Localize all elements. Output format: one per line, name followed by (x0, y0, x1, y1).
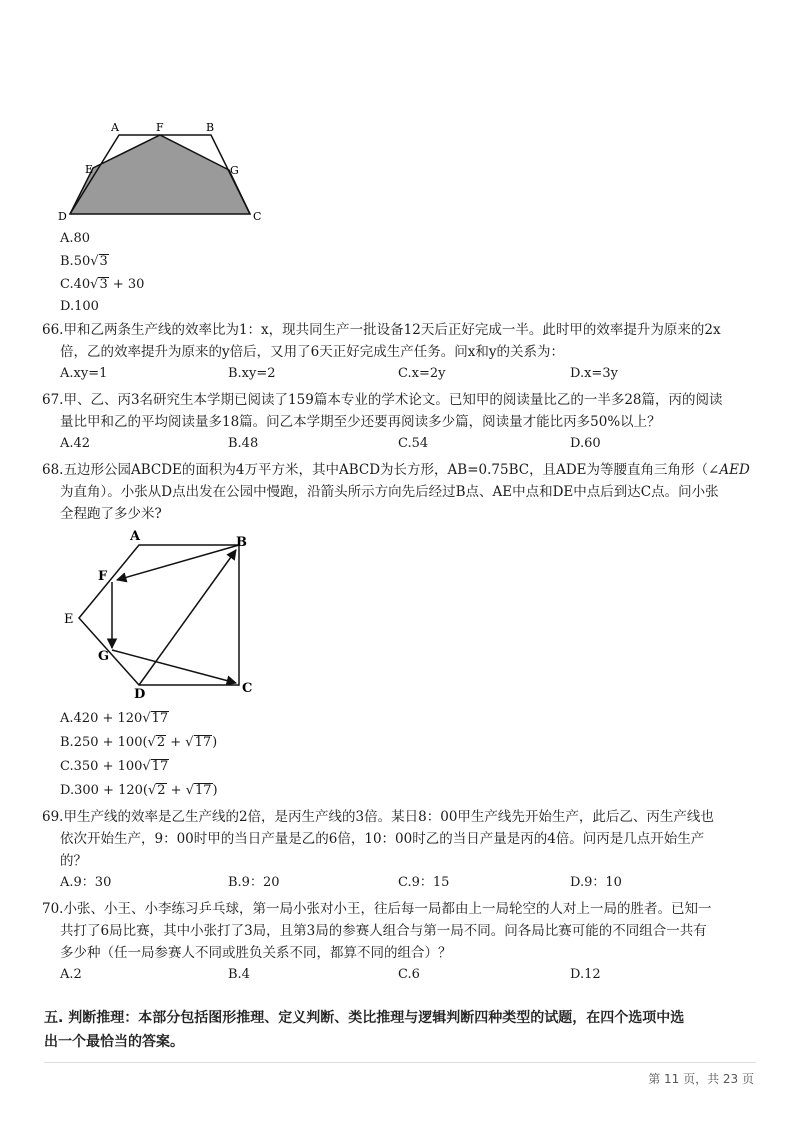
option-letter: B. (60, 254, 74, 269)
radicand: 3 (99, 277, 108, 292)
page-number: 第 11 页，共 23 页 (648, 1072, 754, 1086)
math-tail: + 30 (112, 277, 145, 292)
radicand: 17 (151, 711, 169, 726)
q68-option-d: D.300 + 120(√2 + √17) (60, 783, 218, 798)
math-coef: 40 (73, 277, 91, 292)
trapezoid-figure (55, 118, 275, 228)
q68-line-2: 为直角）。小张从D点出发在公园中慢跑，沿箭头所示方向先后经过B点、AE中点和DE中点后到达C点。问小张 (60, 484, 719, 500)
q66-option-a: A.xy=1 (60, 366, 108, 381)
q65-option-a: A.80 (60, 231, 91, 246)
option-letter: A. (60, 711, 74, 726)
radicand: 3 (99, 254, 108, 269)
q67-option-d: D.60 (570, 436, 601, 451)
option-letter: B. (60, 735, 74, 750)
q70-option-c: C.6 (398, 967, 420, 982)
q70-line-1: 70.小张、小王、小李练习乒乓球，第一局小张对小王，往后每一局都由上一局轮空的人对上一局的胜者。已知一 (42, 901, 712, 917)
math-coef: 50 (73, 254, 91, 269)
label-A: A (111, 121, 119, 134)
label-E: E (64, 612, 74, 627)
q70-option-a: A.2 (60, 967, 82, 982)
q68-line-1 (42, 459, 750, 481)
q68-option-c: C.350 + 100√17 (60, 759, 169, 774)
radicand: 17 (151, 759, 169, 774)
pentagon-figure (60, 528, 260, 700)
math-plus: + (166, 783, 186, 798)
q70-option-b: B.4 (228, 967, 250, 982)
angle-aed: ∠AED (708, 462, 750, 478)
q70-option-d: D.12 (570, 967, 601, 982)
q68-option-a: A.420 + 120√17 (60, 711, 169, 726)
q65-option-b: B.50√3 (60, 254, 108, 269)
label-B: B (206, 121, 215, 134)
footer-divider (44, 1062, 756, 1063)
label-C: C (253, 210, 262, 223)
label-C: C (242, 681, 253, 696)
q65-option-d: D.100 (60, 299, 99, 314)
q69-line-2: 依次开始生产，9：00时甲的当日产量是乙的6倍，10：00时乙的当日产量是丙的4倍。问丙是几点开始生产 (60, 831, 705, 847)
q66-line-1: 66.甲和乙两条生产线的效率比为1：x，现共同生产一批设备12天后正好完成一半。此时甲的效率提升为原来的2x (42, 322, 721, 338)
math-plus: + (166, 735, 186, 750)
q68-text: 68.五边形公园ABCDE的面积为4万平方米，其中ABCD为长方形，AB=0.75BC，且ADE为等腰直角三角形（ (42, 462, 709, 478)
q66-option-c: C.x=2y (398, 366, 446, 381)
q69-option-c: C.9：15 (398, 875, 450, 890)
q67-line-2: 量比甲和乙的平均阅读量多18篇。问乙本学期至少还要再阅读多少篇，阅读量才能比丙多50%以上？ (60, 414, 661, 430)
q70-line-2: 共打了6局比赛，其中小张打了3局，且第3局的参赛人组合与第一局不同。问各局比赛可能的不同组合一共有 (60, 923, 707, 939)
q69-option-b: B.9：20 (228, 875, 280, 890)
label-E: E (85, 163, 94, 176)
shaded-region (70, 135, 250, 214)
q67-option-b: B.48 (228, 436, 259, 451)
label-G: G (230, 164, 239, 177)
option-letter: C. (60, 277, 74, 292)
q67-line-1: 67.甲、乙、丙3名研究生本学期已阅读了159篇本专业的学术论文。已知甲的阅读量比乙的一半多28篇，丙的阅读 (42, 392, 723, 408)
label-F: F (98, 569, 108, 584)
q66-option-d: D.x=3y (570, 366, 618, 381)
label-F: F (156, 121, 164, 134)
option-letter: D. (60, 783, 75, 798)
q67-option-a: A.42 (60, 436, 91, 451)
radicand: 2 (156, 735, 166, 750)
pentagon-outline (79, 545, 239, 685)
q68-line-3: 全程跑了多少米? (60, 506, 162, 522)
radicand: 17 (194, 735, 212, 750)
q69-option-a: A.9：30 (60, 875, 112, 890)
math-text: 350 + 100 (73, 759, 143, 774)
q70-line-3: 多少种（任一局参赛人不同或胜负关系不同，都算不同的组合）？ (60, 945, 452, 961)
q69-option-d: D.9：10 (570, 875, 622, 890)
q68-option-b: B.250 + 100(√2 + √17) (60, 735, 218, 750)
math-close: ) (212, 783, 218, 798)
q69-line-1: 69.甲生产线的效率是乙生产线的2倍，是丙生产线的3倍。某日8：00甲生产线先开始生产，此后乙、丙生产线也 (42, 809, 714, 825)
label-G: G (98, 649, 110, 664)
math-close: ) (212, 735, 218, 750)
label-B: B (236, 535, 247, 550)
label-A: A (130, 529, 141, 544)
section-heading-line-2: 出一个最恰当的答案。 (44, 1034, 184, 1050)
q67-option-c: C.54 (398, 436, 429, 451)
label-D: D (134, 687, 146, 700)
path-g-to-c (112, 650, 236, 683)
radicand: 17 (195, 783, 212, 798)
q66-line-2: 倍，乙的效率提升为原来的y倍后，又用了6天正好完成生产任务。问x和y的关系为： (60, 344, 564, 360)
section-heading-line-1: 五. 判断推理：本部分包括图形推理、定义判断、类比推理与逻辑判断四种类型的试题，在四个选项中选 (44, 1010, 685, 1026)
q69-line-3: 的？ (60, 853, 87, 869)
q66-option-b: B.xy=2 (228, 366, 276, 381)
math-text: 420 + 120 (73, 711, 143, 726)
option-letter: C. (60, 759, 74, 774)
math-text: 250 + 100( (73, 735, 148, 750)
q65-option-c: C.40√3 + 30 (60, 277, 145, 292)
radicand: 2 (157, 783, 166, 798)
label-D: D (58, 210, 67, 223)
math-text: 300 + 120( (74, 783, 148, 798)
